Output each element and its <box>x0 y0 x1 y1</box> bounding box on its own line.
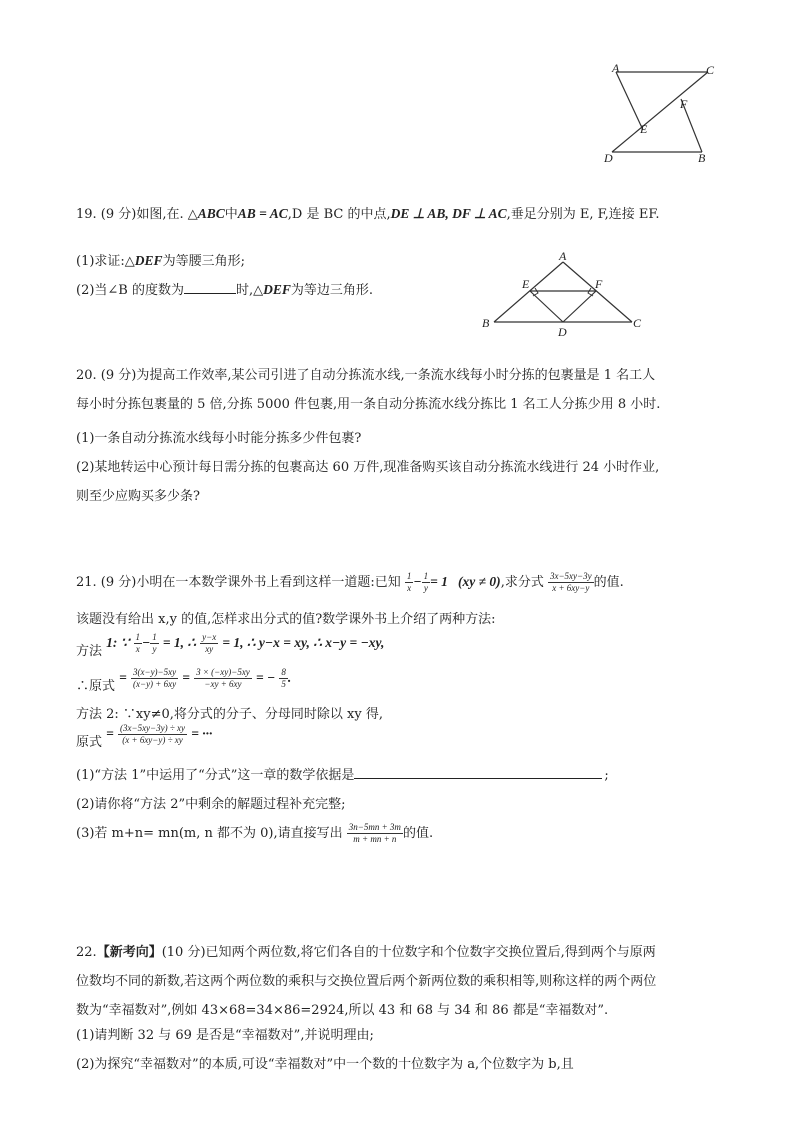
q19-p1-tri: △ <box>124 254 135 269</box>
q21-eq1: = 1 <box>430 574 448 589</box>
q19-abc: ABC <box>197 206 225 221</box>
q21-m1-frac-x: $\frac{1}{x}$ <box>135 632 141 654</box>
q19-perp: DE ⊥ AB, DF ⊥ AC <box>390 206 507 221</box>
q21-r2-frac: $\frac{(3x-5xy-3y) \div xy}{(x + 6xy-y) \div xy}$ <box>120 723 186 745</box>
q21-p1-tail: ; <box>604 768 609 783</box>
q21-method1: 方法 1: ∵ $\frac{1}{x}$ − $\frac{1}{y}$ = 1, ∴ $\frac{y-x}{xy}$ = 1, ∴ y−x = xy, ∴ x−y = −xy, <box>76 632 385 659</box>
q19-p1-text: (1)求证: <box>76 254 125 269</box>
q21-frac-1-over-x: $\frac{1}{x}$ <box>406 571 412 593</box>
q21-r1-label: ∴原式 <box>76 679 116 694</box>
q21-p1-text: (1)“方法 1”中运用了“分式”这一章的数学依据是 <box>76 768 355 783</box>
figure-isosceles-triangle <box>478 250 648 340</box>
q19-p2-def: DEF <box>263 282 291 297</box>
q22-text1: (10 分)已知两个两位数,将它们各自的十位数字和个位数字交换位置后,得到两个与原两 <box>161 945 656 960</box>
q19-p2-tail: 为等边三角形. <box>290 283 374 298</box>
q21-lead: 21. (9 分)小明在一本数学课外书上看到这样一道题:已知 <box>76 575 401 590</box>
fig1-label-c: C <box>706 63 715 77</box>
q19-part2 <box>76 279 373 298</box>
q22-tag: 【新考向】 <box>96 945 162 960</box>
fig2-label-f: F <box>595 277 603 291</box>
q21-line1: 21. (9 分)小明在一本数学课外书上看到这样一道题:已知 $\frac{1}{x}$ − $\frac{1}{y}$ = 1 (xy ≠ 0),求分式 $\frac{3x-5xy-3y}{x + 6xy-y}$ 的值. <box>76 571 624 593</box>
q21-result1: ∴原式 = $\frac{3(x-y)-5xy}{(x-y) + 6xy}$ = $\frac{3 \times (-xy)-5xy}{-xy + 6xy}$ = − $\frac{8}{5}$ . <box>76 667 292 694</box>
q21-m1-b: = 1, ∴ <box>162 635 197 650</box>
q19-p2-text: (2)当∠B 的度数为 <box>76 283 184 298</box>
q21-frac-1-over-y: $\frac{1}{y}$ <box>423 571 429 593</box>
q21-r2-eq: = ··· <box>191 726 213 741</box>
q22-part2: (2)为探究“幸福数对”的本质,可设“幸福数对”中一个数的十位数字为 a,个位数字为 b,且 <box>76 1057 574 1072</box>
fig1-label-a: A <box>612 62 620 75</box>
q19-part1 <box>76 250 245 269</box>
q19-lead: 19. (9 分)如图,在. <box>76 207 184 222</box>
q19-ab-eq-ac: AB = AC <box>237 206 288 221</box>
q21-result2: 原式 = $\frac{(3x-5xy-3y) \div xy}{(x + 6xy-y) \div xy}$ = ··· <box>76 723 213 750</box>
q20-line2: 每小时分拣包裹量的 5 倍,分拣 5000 件包裹,用一条自动分拣流水线分拣比 1 名工人分拣少用 8 小时. <box>76 397 661 412</box>
q21-p3-tail: 的值. <box>402 826 434 841</box>
q20-part2-line2: 则至少应购买多少条? <box>76 489 200 504</box>
q19-p1-tail: 为等腰三角形; <box>162 254 245 269</box>
q22-line3: 数为“幸福数对”,例如 43×68=34×86=2924,所以 43 和 68 与 34 和 86 都是“幸福数对”. <box>76 1003 609 1018</box>
q19-p2-tri: △ <box>253 283 264 298</box>
q19-midpoint: ,D 是 BC 的中点, <box>287 207 391 222</box>
q21-r1-frac2: $\frac{3 \times (-xy)-5xy}{-xy + 6xy}$ <box>196 667 250 689</box>
q20-part2-line1: (2)某地转运中心预计每日需分拣的包裹高达 60 万件,现准备购买该自动分拣流水线进行 24 小时作业, <box>76 460 660 475</box>
q21-line2: 该题没有给出 x,y 的值,怎样求出分式的值?数学课外书上介绍了两种方法: <box>76 612 496 627</box>
q21-m1-frac-y: $\frac{1}{y}$ <box>152 632 157 654</box>
q21-part3 <box>76 822 433 845</box>
fig1-label-d: D <box>604 151 613 165</box>
fig2-label-c: C <box>633 316 642 330</box>
q19-line <box>76 203 660 222</box>
q21-p3-text: (3)若 m+n= mn(m, n 都不为 0),请直接写出 <box>76 826 343 841</box>
q19-answer-blank[interactable] <box>184 293 236 294</box>
q21-p3-fraction: $\frac{3n-5mn + 3m}{m + mn + n}$ <box>348 822 401 844</box>
fig2-label-e: E <box>522 277 530 291</box>
q21-m1-c: = 1, ∴ y−x = xy, ∴ x−y = −xy, <box>222 635 385 650</box>
fig1-label-e: E <box>640 122 648 136</box>
q21-m1-frac-yx: $\frac{y-x}{xy}$ <box>202 632 217 654</box>
q22-line2: 位数均不同的新数,若这两个两位数的乘积与交换位置后两个新两位数的乘积相等,则称这样的两个两位 <box>76 974 657 989</box>
q20-part1: (1)一条自动分拣流水线每小时能分拣多少件包裹? <box>76 431 362 446</box>
q21-m1-a: 1: ∵ <box>106 635 130 650</box>
q19-triangle-symbol: △ <box>187 207 198 222</box>
q21-r1-frac1: $\frac{3(x-y)-5xy}{(x-y) + 6xy}$ <box>133 667 177 689</box>
q21-part1 <box>76 764 609 783</box>
q22-line1 <box>76 941 656 960</box>
q21-answer-blank[interactable] <box>354 778 602 779</box>
q21-r1-eq: = − <box>255 670 276 685</box>
fig2-label-d: D <box>558 325 567 339</box>
q21-tail: 的值. <box>593 575 624 590</box>
fig2-label-b: B <box>482 316 490 330</box>
figure-parallel-triangles <box>600 62 720 172</box>
q19-p1-def: DEF <box>134 253 163 268</box>
fig1-label-b: B <box>698 151 706 165</box>
q21-target-fraction: $\frac{3x-5xy-3y}{x + 6xy-y}$ <box>549 571 592 593</box>
q20-line1: 20. (9 分)为提高工作效率,某公司引进了自动分拣流水线,一条流水线每小时分拣的包裹量是 1 名工人 <box>76 368 656 383</box>
q21-condition: (xy ≠ 0) <box>458 574 501 589</box>
fig1-label-f: F <box>680 97 688 111</box>
q22-number: 22. <box>76 945 97 960</box>
q21-mid: ,求分式 <box>500 575 544 590</box>
q19-zhong: 中 <box>224 207 238 222</box>
q21-part2: (2)请你将“方法 2”中剩余的解题过程补充完整; <box>76 797 346 812</box>
q21-method2: 方法 2: ∵xy≠0,将分式的分子、分母同时除以 xy 得, <box>76 707 383 722</box>
q19-p2-mid: 时, <box>236 283 254 298</box>
fig2-label-a: A <box>559 250 567 263</box>
q21-r2-label: 原式 <box>76 735 103 750</box>
q21-r1-frac3: $\frac{8}{5}$ <box>281 667 286 689</box>
q19-tail: ,垂足分别为 E, F,连接 EF. <box>506 207 660 222</box>
q22-part1: (1)请判断 32 与 69 是否是“幸福数对”,并说明理由; <box>76 1028 374 1043</box>
q21-m1-label: 方法 <box>76 644 103 659</box>
